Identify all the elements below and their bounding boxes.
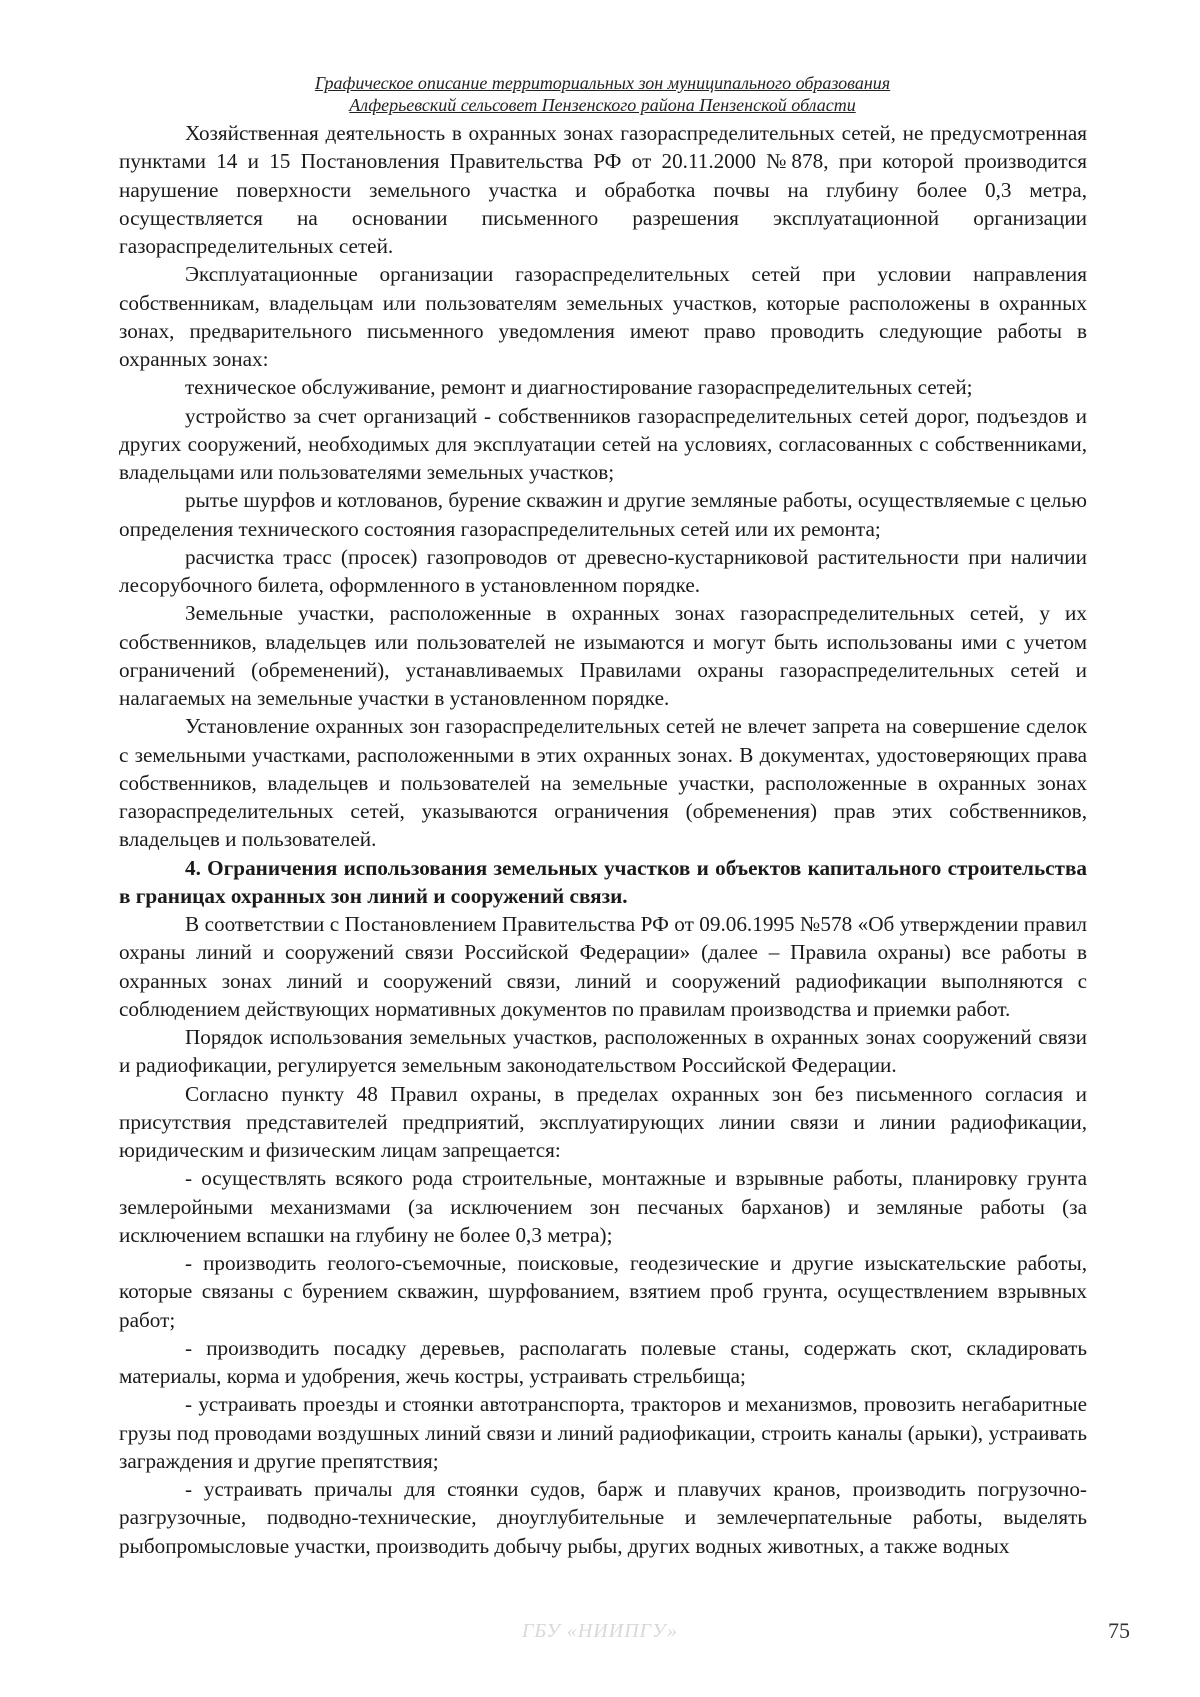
body-paragraph: - устраивать проезды и стоянки автотранспорта, тракторов и механизмов, провозить негабаритные грузы под проводами воздушных линий связи и линий радиофикации, строить каналы (арыки), устраивать заграждения и другие препятствия; <box>119 1392 1087 1473</box>
header-line-2: Алферьевский сельсовет Пензенского района Пензенской области <box>349 95 856 115</box>
body-paragraph: Согласно пункту 48 Правил охраны, в пределах охранных зон без письменного согласия и присутствия представителей предприятий, эксплуатирующих линии связи и линии радиофикации, юридическим и физическим лицам запрещается: <box>119 1081 1087 1162</box>
body-paragraph: Земельные участки, расположенные в охранных зонах газораспределительных сетей, у их собственников, владельцев или пользователей не изымаются и могут быть использованы ими с учетом ограничений (обременений), устанавливаемых Правилами охраны газораспределительных сетей и налагаемых на земельные участки в установленном порядке. <box>119 601 1087 710</box>
body-paragraph: рытье шурфов и котлованов, бурение скважин и другие земляные работы, осуществляемые с целью определения технического состояния газораспределительных сетей или их ремонта; <box>119 488 1087 541</box>
body-paragraph: техническое обслуживание, ремонт и диагностирование газораспределительных сетей; <box>185 375 973 400</box>
body-paragraph: расчистка трасс (просек) газопроводов от древесно-кустарниковой растительности при наличии лесорубочного билета, оформленного в установленном порядке. <box>119 544 1087 597</box>
body-paragraph: - осуществлять всякого рода строительные, монтажные и взрывные работы, планировку грунта землеройными механизмами (за исключением зон песчаных барханов) и земляные работы (за исключением вспашки на глубину не более 0,3 метра); <box>119 1166 1087 1247</box>
header-line-1: Графическое описание территориальных зон муниципального образования <box>314 73 891 93</box>
body-paragraph: Установление охранных зон газораспределительных сетей не влечет запрета на совершение сделок с земельными участками, расположенными в этих охранных зонах. В документах, удостоверяющих права собственников, владельцев и пользователей на земельные участки, расположенные в охранных зонах газораспределительных сетей, указываются ограничения (обременения) прав этих собственников, владельцев и пользователей. <box>119 714 1087 852</box>
body-paragraph: - устраивать причалы для стоянки судов, барж и плавучих кранов, производить погрузочно-разгрузочные, подводно-технические, дноуглубительные и землечерпательные работы, выделять рыбопромысловые участки, производить добычу рыбы, других водных животных, а также водных <box>119 1477 1087 1558</box>
page-number: 75 <box>1108 1618 1130 1643</box>
body-paragraph: - производить посадку деревьев, располагать полевые станы, содержать скот, складировать материалы, корма и удобрения, жечь костры, устраивать стрельбища; <box>119 1335 1087 1388</box>
page-header <box>120 72 1085 116</box>
section-heading: 4. Ограничения использования земельных участков и объектов капитального строительства в границах охранных зон линий и сооружений связи. <box>119 855 1087 908</box>
body-paragraph: Порядок использования земельных участков, расположенных в охранных зонах сооружений связи и радиофикации, регулируется земельным законодательством Российской Федерации. <box>119 1025 1087 1078</box>
document-body <box>119 119 1087 1560</box>
body-paragraph: Хозяйственная деятельность в охранных зонах газораспределительных сетей, не предусмотренная пунктами 14 и 15 Постановления Правительства РФ от 20.11.2000 №878, при которой производится нарушение поверхности земельного участка и обработка почвы на глубину более 0,3 метра, осуществляется на основании письменного разрешения эксплуатационной организации газораспределительных сетей. <box>119 121 1087 258</box>
body-paragraph: - производить геолого-съемочные, поисковые, геодезические и другие изыскательские работы, которые связаны с бурением скважин, шурфованием, взятием проб грунта, осуществлением взрывных работ; <box>119 1251 1087 1332</box>
body-paragraph: устройство за счет организаций - собственников газораспределительных сетей дорог, подъездов и других сооружений, необходимых для эксплуатации сетей на условиях, согласованных с собственниками, владельцами или пользователями земельных участков; <box>119 403 1087 484</box>
footer-organization: ГБУ «НИИПГУ» <box>522 1620 678 1642</box>
body-paragraph: В соответствии с Постановлением Правительства РФ от 09.06.1995 №578 «Об утверждении правил охраны линий и сооружений связи Российской Федерации» (далее – Правила охраны) все работы в охранных зонах линий и сооружений связи, линий и сооружений радиофикации выполняются с соблюдением действующих нормативных документов по правилам производства и приемки работ. <box>119 912 1087 1021</box>
body-paragraph: Эксплуатационные организации газораспределительных сетей при условии направления собственникам, владельцам или пользователям земельных участков, которые расположены в охранных зонах, предварительного письменного уведомления имеют право проводить следующие работы в охранных зонах: <box>119 262 1087 371</box>
